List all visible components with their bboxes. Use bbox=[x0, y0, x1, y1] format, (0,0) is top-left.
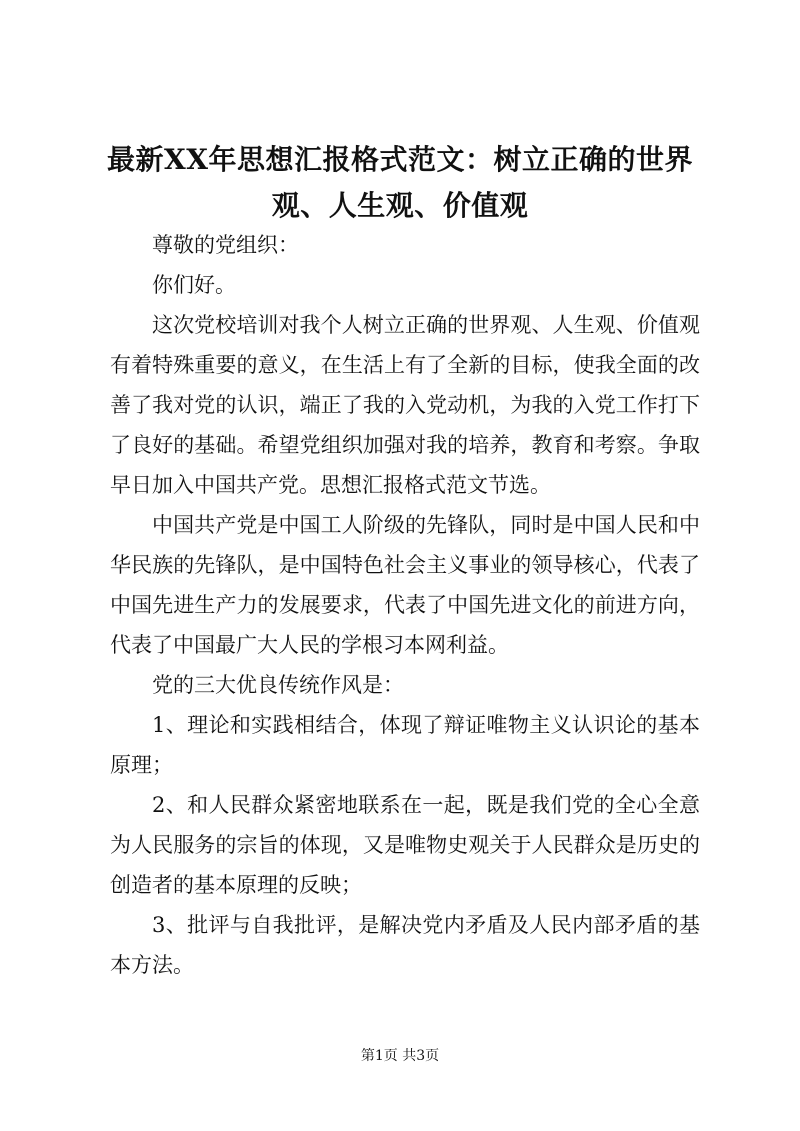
list-item-criticism: 3、批评与自我批评，是解决党内矛盾及人民内部矛盾的基本方法。 bbox=[110, 913, 700, 977]
document-body bbox=[110, 225, 700, 985]
paragraph-party-vanguard: 中国共产党是中国工人阶级的先锋队，同时是中国人民和中华民族的先锋队，是中国特色社会主义事业的领导核心，代表了中国先进生产力的发展要求，代表了中国先进文化的前进方向，代表了中国最广大人民的学根习本网利益。 bbox=[110, 513, 700, 657]
greeting: 你们好。 bbox=[152, 273, 236, 297]
document-title: 最新XX年思想汇报格式范文：树立正确的世界观、人生观、价值观 bbox=[107, 143, 693, 222]
paragraph-training: 这次党校培训对我个人树立正确的世界观、人生观、价值观有着特殊重要的意义，在生活上有了全新的目标，使我全面的改善了我对党的认识，端正了我的入党动机，为我的入党工作打下了良好的基础。希望党组织加强对我的培养，教育和考察。争取早日加入中国共产党。思想汇报格式范文节选。 bbox=[110, 313, 700, 497]
salutation: 尊敬的党组织： bbox=[152, 233, 299, 257]
list-item-theory-practice: 1、理论和实践相结合，体现了辩证唯物主义认识论的基本原理； bbox=[110, 713, 700, 777]
paragraph-three-traditions-intro: 党的三大优良传统作风是： bbox=[152, 673, 404, 697]
page-number-footer: 第1页 共3页 bbox=[360, 1048, 440, 1064]
list-item-mass-connection: 2、和人民群众紧密地联系在一起，既是我们党的全心全意为人民服务的宗旨的体现，又是唯物史观关于人民群众是历史的创造者的基本原理的反映； bbox=[110, 793, 700, 897]
